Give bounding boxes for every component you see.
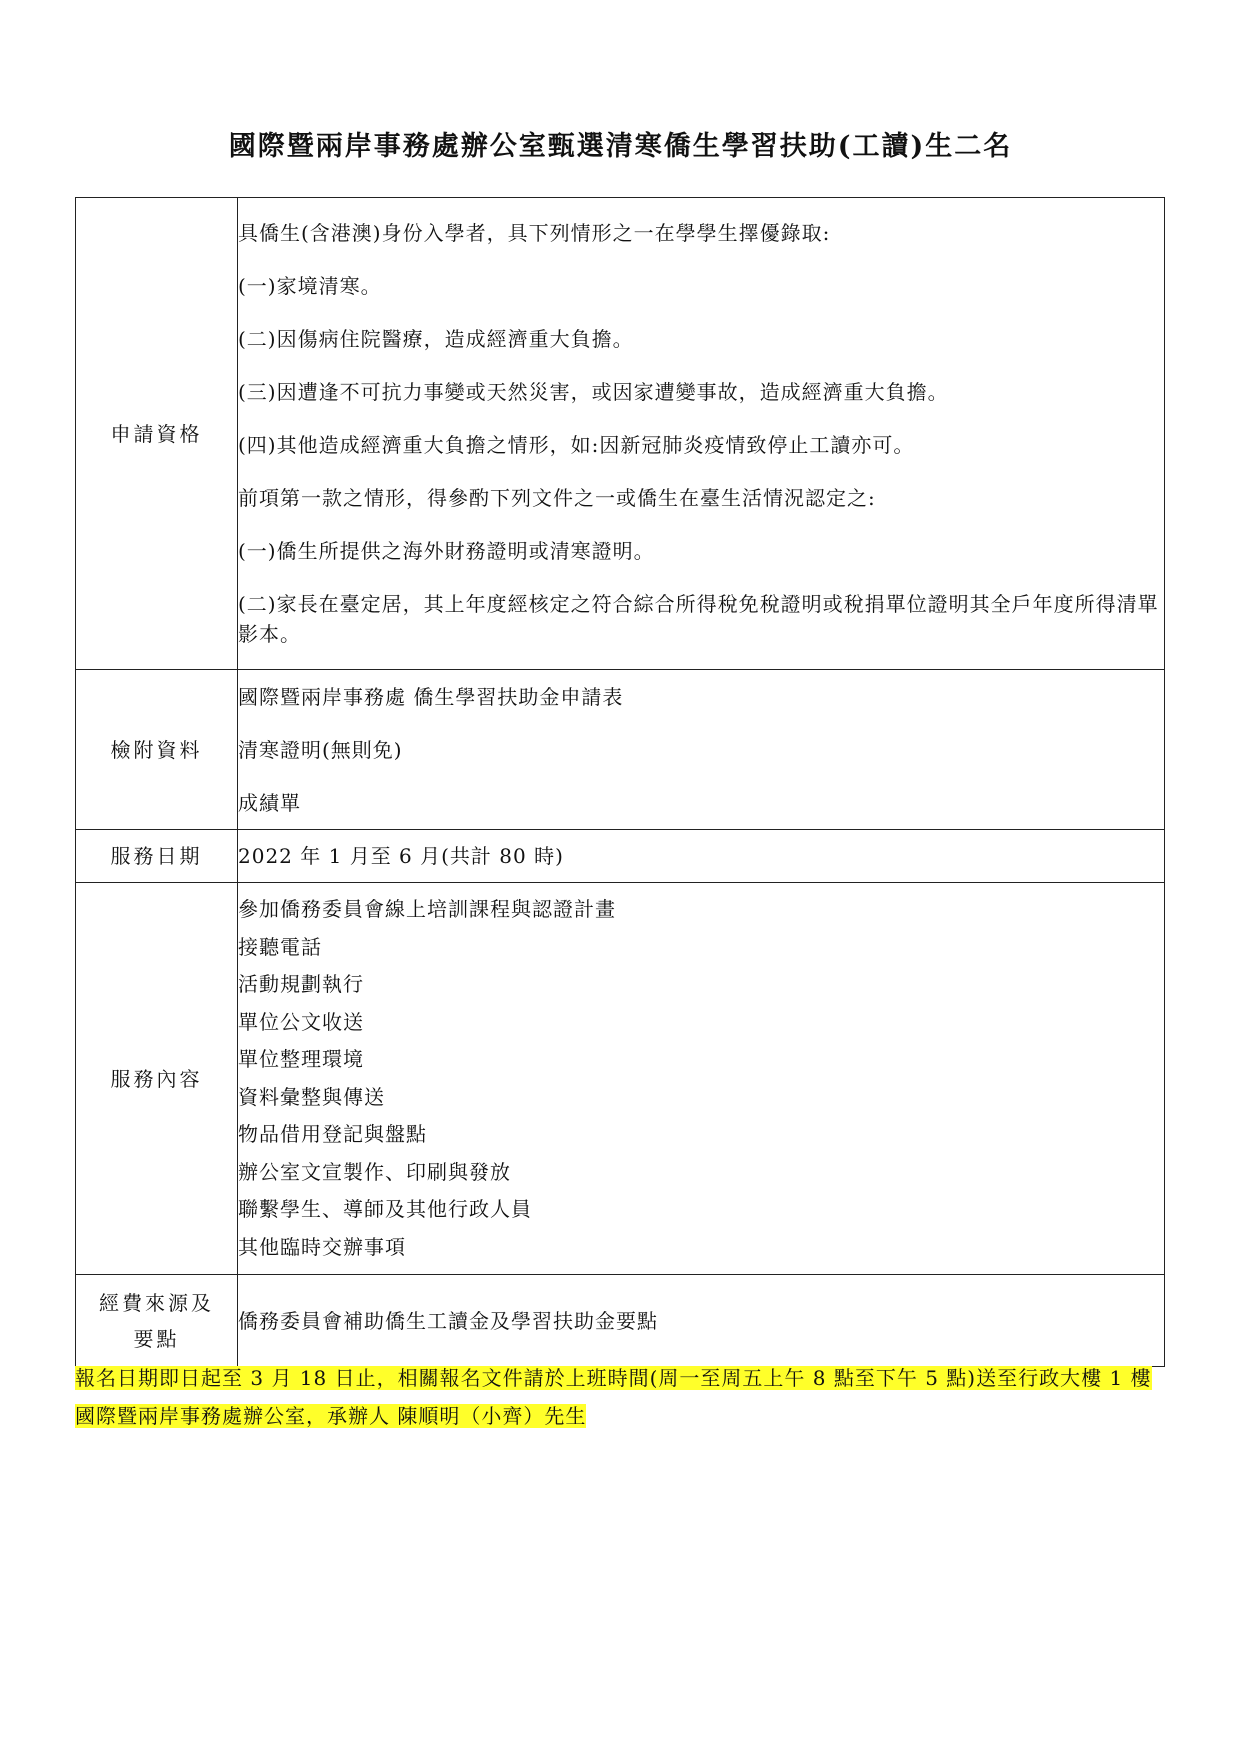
eligibility-line: (四)其他造成經濟重大負擔之情形，如:因新冠肺炎疫情致停止工讀亦可。 — [238, 433, 915, 457]
table-row-service-date — [76, 830, 1165, 883]
service-item: 單位公文收送 — [238, 1009, 364, 1034]
label-attachments: 檢附資料 — [76, 670, 238, 830]
label-service-date: 服務日期 — [76, 830, 238, 883]
service-date-value: 2022 年 1 月至 6 月(共計 80 時) — [238, 844, 564, 868]
content-funding — [238, 1275, 1165, 1367]
table-row-attachments — [76, 670, 1165, 830]
service-item: 接聽電話 — [238, 934, 322, 959]
content-attachments — [238, 670, 1165, 830]
funding-value: 僑務委員會補助僑生工讀金及學習扶助金要點 — [238, 1308, 658, 1333]
service-item: 單位整理環境 — [238, 1047, 364, 1071]
service-item: 資料彙整與傳送 — [238, 1084, 385, 1109]
service-item: 辦公室文宣製作、印刷與發放 — [238, 1159, 511, 1184]
registration-notice — [75, 1359, 1167, 1435]
eligibility-line: (一)僑生所提供之海外財務證明或清寒證明。 — [238, 539, 655, 563]
eligibility-line: (二)家長在臺定居，其上年度經核定之符合綜合所得稅免稅證明或稅捐單位證明其全戶年度所得清單影本。 — [238, 592, 1159, 646]
label-service-content: 服務內容 — [76, 883, 238, 1275]
service-item: 其他臨時交辦事項 — [238, 1234, 406, 1259]
highlighted-notice-text: 報名日期即日起至 3 月 18 日止，相關報名文件請於上班時間(周一至周五上午 8 點至下午 5 點)送至行政大樓 1 樓國際暨兩岸事務處辦公室，承辦人 陳順明（小齊）先生 — [75, 1366, 1152, 1428]
table-row-funding — [76, 1275, 1165, 1367]
content-eligibility — [238, 198, 1165, 670]
attachment-item: 國際暨兩岸事務處 僑生學習扶助金申請表 — [238, 684, 624, 709]
service-item: 活動規劃執行 — [238, 972, 364, 996]
attachment-item: 成績單 — [238, 790, 301, 815]
content-service-date — [238, 830, 1165, 883]
service-item: 聯繫學生、導師及其他行政人員 — [238, 1197, 532, 1221]
eligibility-line: 前項第一款之情形，得參酌下列文件之一或僑生在臺生活情況認定之: — [238, 486, 876, 510]
label-eligibility: 申請資格 — [76, 198, 238, 670]
eligibility-line: 具僑生(含港澳)身份入學者，具下列情形之一在學學生擇優錄取: — [238, 221, 831, 245]
eligibility-line: (二)因傷病住院醫療，造成經濟重大負擔。 — [238, 327, 634, 351]
label-funding-line1: 經費來源及 — [99, 1290, 214, 1315]
service-item: 物品借用登記與盤點 — [238, 1122, 427, 1146]
eligibility-line: (一)家境清寒。 — [238, 274, 382, 298]
eligibility-line: (三)因遭逢不可抗力事變或天然災害，或因家遭變事故，造成經濟重大負擔。 — [238, 380, 949, 404]
label-funding-line2: 要點 — [133, 1326, 180, 1351]
info-table — [75, 197, 1165, 1367]
table-row-eligibility — [76, 198, 1165, 670]
label-funding — [76, 1275, 238, 1367]
attachment-item: 清寒證明(無則免) — [238, 737, 403, 762]
table-row-service-content — [76, 883, 1165, 1275]
service-item: 參加僑務委員會線上培訓課程與認證計畫 — [238, 897, 616, 921]
content-service-content — [238, 883, 1165, 1275]
page-title: 國際暨兩岸事務處辦公室甄選清寒僑生學習扶助(工讀)生二名 — [228, 131, 1013, 162]
